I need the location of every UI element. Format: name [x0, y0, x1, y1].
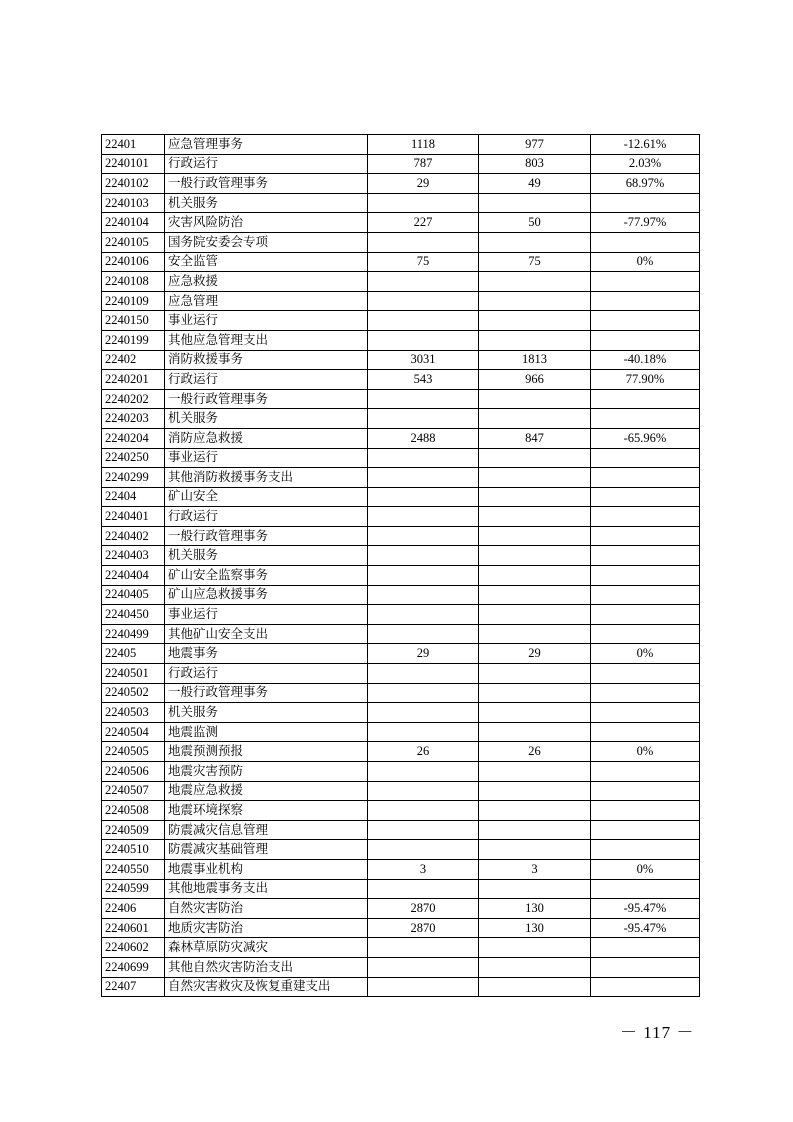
- value-b-cell: [479, 330, 591, 350]
- value-b-cell: [479, 722, 591, 742]
- table-row: [102, 624, 700, 644]
- value-a-cell: [368, 272, 479, 292]
- name-cell: 应急管理: [165, 291, 368, 311]
- table-row: [102, 272, 700, 292]
- table-row: [102, 350, 700, 370]
- name-cell: 机关服务: [165, 703, 368, 723]
- name-cell: 地震预测预报: [165, 742, 368, 762]
- value-a-cell: [368, 703, 479, 723]
- change-cell: [591, 330, 700, 350]
- value-a-cell: 2870: [368, 918, 479, 938]
- code-cell: 2240108: [102, 272, 165, 292]
- name-cell: 事业运行: [165, 311, 368, 331]
- name-cell: 消防应急救援: [165, 428, 368, 448]
- change-cell: 0%: [591, 644, 700, 664]
- code-cell: 2240507: [102, 781, 165, 801]
- value-b-cell: 966: [479, 370, 591, 390]
- value-b-cell: 847: [479, 428, 591, 448]
- code-cell: 2240404: [102, 566, 165, 586]
- table-row: [102, 605, 700, 625]
- value-a-cell: [368, 566, 479, 586]
- table-row: [102, 977, 700, 997]
- table-row: [102, 468, 700, 488]
- value-a-cell: 29: [368, 174, 479, 194]
- table-row: [102, 918, 700, 938]
- value-b-cell: [479, 683, 591, 703]
- name-cell: 其他消防救援事务支出: [165, 468, 368, 488]
- code-cell: 2240510: [102, 840, 165, 860]
- table-row: [102, 291, 700, 311]
- value-a-cell: 26: [368, 742, 479, 762]
- change-cell: -77.97%: [591, 213, 700, 233]
- value-a-cell: [368, 624, 479, 644]
- change-cell: [591, 448, 700, 468]
- value-a-cell: [368, 409, 479, 429]
- value-a-cell: 2870: [368, 899, 479, 919]
- value-a-cell: [368, 330, 479, 350]
- table-row: [102, 664, 700, 684]
- code-cell: 2240505: [102, 742, 165, 762]
- value-a-cell: 2488: [368, 428, 479, 448]
- table-row: [102, 566, 700, 586]
- table-row: [102, 820, 700, 840]
- table-row: [102, 507, 700, 527]
- table-row: [102, 154, 700, 174]
- code-cell: 2240599: [102, 879, 165, 899]
- value-a-cell: [368, 977, 479, 997]
- table-row: [102, 213, 700, 233]
- change-cell: [591, 703, 700, 723]
- change-cell: [591, 977, 700, 997]
- name-cell: 机关服务: [165, 546, 368, 566]
- value-a-cell: 3031: [368, 350, 479, 370]
- name-cell: 灾害风险防治: [165, 213, 368, 233]
- table-row: [102, 703, 700, 723]
- name-cell: 地震应急救援: [165, 781, 368, 801]
- value-a-cell: [368, 683, 479, 703]
- value-a-cell: [368, 605, 479, 625]
- code-cell: 2240602: [102, 938, 165, 958]
- value-b-cell: [479, 448, 591, 468]
- table-body: [102, 135, 700, 997]
- table-row: [102, 193, 700, 213]
- code-cell: 2240203: [102, 409, 165, 429]
- name-cell: 地震环境探察: [165, 801, 368, 821]
- code-cell: 22401: [102, 135, 165, 155]
- code-cell: 22405: [102, 644, 165, 664]
- code-cell: 2240199: [102, 330, 165, 350]
- change-cell: [591, 957, 700, 977]
- code-cell: 22407: [102, 977, 165, 997]
- code-cell: 22404: [102, 487, 165, 507]
- change-cell: [591, 232, 700, 252]
- value-a-cell: [368, 193, 479, 213]
- value-b-cell: [479, 820, 591, 840]
- name-cell: 一般行政管理事务: [165, 389, 368, 409]
- value-b-cell: [479, 409, 591, 429]
- change-cell: 0%: [591, 859, 700, 879]
- code-cell: 2240450: [102, 605, 165, 625]
- value-b-cell: [479, 507, 591, 527]
- code-cell: 2240509: [102, 820, 165, 840]
- value-b-cell: 1813: [479, 350, 591, 370]
- page-number: － 117 －: [620, 1023, 695, 1042]
- code-cell: 2240204: [102, 428, 165, 448]
- value-a-cell: [368, 232, 479, 252]
- change-cell: [591, 272, 700, 292]
- change-cell: [591, 801, 700, 821]
- name-cell: 矿山应急救援事务: [165, 585, 368, 605]
- value-a-cell: [368, 957, 479, 977]
- change-cell: 68.97%: [591, 174, 700, 194]
- value-b-cell: [479, 977, 591, 997]
- name-cell: 机关服务: [165, 193, 368, 213]
- change-cell: [591, 566, 700, 586]
- value-b-cell: 3: [479, 859, 591, 879]
- table-row: [102, 252, 700, 272]
- code-cell: 2240550: [102, 859, 165, 879]
- value-b-cell: [479, 232, 591, 252]
- value-b-cell: 803: [479, 154, 591, 174]
- budget-table: [101, 134, 700, 997]
- name-cell: 事业运行: [165, 605, 368, 625]
- code-cell: 2240503: [102, 703, 165, 723]
- value-a-cell: [368, 487, 479, 507]
- change-cell: [591, 683, 700, 703]
- name-cell: 地质灾害防治: [165, 918, 368, 938]
- value-b-cell: 50: [479, 213, 591, 233]
- value-b-cell: [479, 389, 591, 409]
- change-cell: [591, 389, 700, 409]
- value-a-cell: [368, 311, 479, 331]
- value-b-cell: [479, 605, 591, 625]
- code-cell: 2240501: [102, 664, 165, 684]
- name-cell: 应急管理事务: [165, 135, 368, 155]
- table-row: [102, 801, 700, 821]
- table-row: [102, 428, 700, 448]
- code-cell: 2240401: [102, 507, 165, 527]
- change-cell: [591, 468, 700, 488]
- value-b-cell: [479, 291, 591, 311]
- value-b-cell: [479, 938, 591, 958]
- value-b-cell: [479, 957, 591, 977]
- code-cell: 2240101: [102, 154, 165, 174]
- name-cell: 防震减灾基础管理: [165, 840, 368, 860]
- change-cell: [591, 762, 700, 782]
- change-cell: [591, 311, 700, 331]
- value-b-cell: [479, 781, 591, 801]
- value-b-cell: [479, 762, 591, 782]
- name-cell: 消防救援事务: [165, 350, 368, 370]
- code-cell: 22406: [102, 899, 165, 919]
- change-cell: [591, 291, 700, 311]
- name-cell: 其他应急管理支出: [165, 330, 368, 350]
- code-cell: 2240105: [102, 232, 165, 252]
- code-cell: 2240403: [102, 546, 165, 566]
- code-cell: 2240150: [102, 311, 165, 331]
- name-cell: 其他自然灾害防治支出: [165, 957, 368, 977]
- value-b-cell: 29: [479, 644, 591, 664]
- table-row: [102, 899, 700, 919]
- name-cell: 防震减灾信息管理: [165, 820, 368, 840]
- change-cell: 0%: [591, 742, 700, 762]
- table-row: [102, 722, 700, 742]
- value-a-cell: [368, 448, 479, 468]
- value-b-cell: 49: [479, 174, 591, 194]
- change-cell: [591, 487, 700, 507]
- value-a-cell: 75: [368, 252, 479, 272]
- code-cell: 2240250: [102, 448, 165, 468]
- table-row: [102, 644, 700, 664]
- name-cell: 地震事务: [165, 644, 368, 664]
- value-b-cell: [479, 703, 591, 723]
- name-cell: 机关服务: [165, 409, 368, 429]
- change-cell: 2.03%: [591, 154, 700, 174]
- value-a-cell: [368, 389, 479, 409]
- table-row: [102, 546, 700, 566]
- code-cell: 2240104: [102, 213, 165, 233]
- code-cell: 2240506: [102, 762, 165, 782]
- name-cell: 应急救援: [165, 272, 368, 292]
- name-cell: 地震灾害预防: [165, 762, 368, 782]
- table-row: [102, 762, 700, 782]
- value-b-cell: [479, 272, 591, 292]
- value-a-cell: [368, 507, 479, 527]
- change-cell: -12.61%: [591, 135, 700, 155]
- table-row: [102, 859, 700, 879]
- change-cell: -95.47%: [591, 918, 700, 938]
- code-cell: 2240601: [102, 918, 165, 938]
- value-b-cell: [479, 879, 591, 899]
- name-cell: 其他地震事务支出: [165, 879, 368, 899]
- change-cell: 77.90%: [591, 370, 700, 390]
- change-cell: [591, 938, 700, 958]
- name-cell: 其他矿山安全支出: [165, 624, 368, 644]
- table-row: [102, 330, 700, 350]
- value-b-cell: 26: [479, 742, 591, 762]
- value-a-cell: 1118: [368, 135, 479, 155]
- name-cell: 行政运行: [165, 507, 368, 527]
- value-a-cell: 787: [368, 154, 479, 174]
- value-a-cell: [368, 879, 479, 899]
- table-row: [102, 135, 700, 155]
- change-cell: 0%: [591, 252, 700, 272]
- value-a-cell: [368, 820, 479, 840]
- code-cell: 2240402: [102, 526, 165, 546]
- name-cell: 安全监管: [165, 252, 368, 272]
- table-row: [102, 409, 700, 429]
- value-a-cell: [368, 762, 479, 782]
- code-cell: 2240201: [102, 370, 165, 390]
- code-cell: 2240499: [102, 624, 165, 644]
- value-b-cell: [479, 546, 591, 566]
- change-cell: [591, 664, 700, 684]
- value-a-cell: [368, 291, 479, 311]
- code-cell: 2240508: [102, 801, 165, 821]
- table-row: [102, 879, 700, 899]
- code-cell: 2240106: [102, 252, 165, 272]
- code-cell: 2240102: [102, 174, 165, 194]
- value-a-cell: [368, 546, 479, 566]
- value-a-cell: [368, 585, 479, 605]
- value-a-cell: [368, 938, 479, 958]
- table-row: [102, 938, 700, 958]
- change-cell: -40.18%: [591, 350, 700, 370]
- change-cell: -95.47%: [591, 899, 700, 919]
- value-b-cell: [479, 840, 591, 860]
- change-cell: -65.96%: [591, 428, 700, 448]
- change-cell: [591, 722, 700, 742]
- value-b-cell: [479, 193, 591, 213]
- value-a-cell: [368, 840, 479, 860]
- change-cell: [591, 409, 700, 429]
- value-b-cell: [479, 624, 591, 644]
- change-cell: [591, 624, 700, 644]
- code-cell: 2240202: [102, 389, 165, 409]
- name-cell: 一般行政管理事务: [165, 683, 368, 703]
- name-cell: 矿山安全: [165, 487, 368, 507]
- value-a-cell: [368, 781, 479, 801]
- value-b-cell: 130: [479, 918, 591, 938]
- table-row: [102, 840, 700, 860]
- code-cell: 2240405: [102, 585, 165, 605]
- name-cell: 事业运行: [165, 448, 368, 468]
- change-cell: [591, 879, 700, 899]
- name-cell: 一般行政管理事务: [165, 174, 368, 194]
- change-cell: [591, 526, 700, 546]
- code-cell: 2240504: [102, 722, 165, 742]
- table-row: [102, 174, 700, 194]
- name-cell: 地震监测: [165, 722, 368, 742]
- value-a-cell: 3: [368, 859, 479, 879]
- change-cell: [591, 820, 700, 840]
- value-a-cell: [368, 664, 479, 684]
- code-cell: 2240299: [102, 468, 165, 488]
- table-row: [102, 389, 700, 409]
- change-cell: [591, 193, 700, 213]
- name-cell: 行政运行: [165, 154, 368, 174]
- table-row: [102, 585, 700, 605]
- value-b-cell: 977: [479, 135, 591, 155]
- table-row: [102, 232, 700, 252]
- change-cell: [591, 781, 700, 801]
- change-cell: [591, 585, 700, 605]
- table-row: [102, 742, 700, 762]
- value-b-cell: [479, 468, 591, 488]
- value-a-cell: 29: [368, 644, 479, 664]
- code-cell: 2240109: [102, 291, 165, 311]
- name-cell: 行政运行: [165, 664, 368, 684]
- code-cell: 2240699: [102, 957, 165, 977]
- value-b-cell: [479, 566, 591, 586]
- value-b-cell: [479, 526, 591, 546]
- value-b-cell: [479, 801, 591, 821]
- value-b-cell: [479, 487, 591, 507]
- value-b-cell: [479, 664, 591, 684]
- change-cell: [591, 546, 700, 566]
- table-row: [102, 526, 700, 546]
- value-a-cell: [368, 801, 479, 821]
- table-row: [102, 683, 700, 703]
- table-row: [102, 311, 700, 331]
- name-cell: 森林草原防灾减灾: [165, 938, 368, 958]
- value-a-cell: [368, 526, 479, 546]
- name-cell: 矿山安全监察事务: [165, 566, 368, 586]
- name-cell: 地震事业机构: [165, 859, 368, 879]
- code-cell: 2240103: [102, 193, 165, 213]
- value-a-cell: 227: [368, 213, 479, 233]
- change-cell: [591, 605, 700, 625]
- value-a-cell: 543: [368, 370, 479, 390]
- value-a-cell: [368, 722, 479, 742]
- code-cell: 2240502: [102, 683, 165, 703]
- change-cell: [591, 840, 700, 860]
- name-cell: 自然灾害防治: [165, 899, 368, 919]
- table-row: [102, 957, 700, 977]
- code-cell: 22402: [102, 350, 165, 370]
- name-cell: 国务院安委会专项: [165, 232, 368, 252]
- table-row: [102, 487, 700, 507]
- table-row: [102, 448, 700, 468]
- value-b-cell: [479, 311, 591, 331]
- name-cell: 自然灾害救灾及恢复重建支出: [165, 977, 368, 997]
- value-b-cell: 75: [479, 252, 591, 272]
- table-row: [102, 370, 700, 390]
- value-a-cell: [368, 468, 479, 488]
- name-cell: 行政运行: [165, 370, 368, 390]
- change-cell: [591, 507, 700, 527]
- value-b-cell: [479, 585, 591, 605]
- value-b-cell: 130: [479, 899, 591, 919]
- name-cell: 一般行政管理事务: [165, 526, 368, 546]
- table-row: [102, 781, 700, 801]
